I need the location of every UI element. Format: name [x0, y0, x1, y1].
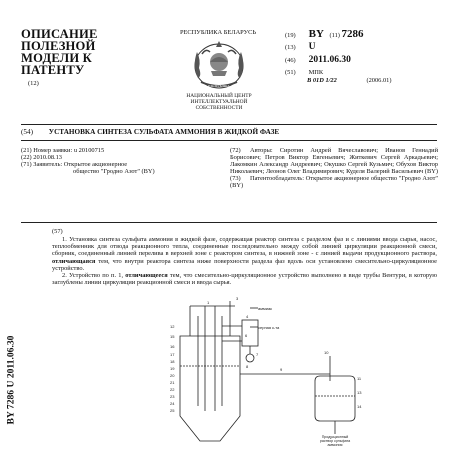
ipc-date: (2006.01)	[366, 77, 392, 84]
caption-line: Продукционный	[321, 435, 349, 439]
owner-text: Патентообладатель: Открытое акционерное общество "Гродно Азот" (BY)	[230, 175, 438, 189]
belarus-emblem-icon	[188, 38, 250, 92]
caption-line: аммония	[327, 443, 343, 446]
diagram-label: 25	[170, 408, 175, 413]
document-title	[21, 28, 156, 76]
publication-date: 2011.06.30	[308, 55, 351, 65]
diagram-label: 7	[256, 352, 259, 357]
office-line: НАЦИОНАЛЬНЫЙ ЦЕНТР	[186, 93, 252, 99]
country-name: РЕСПУБЛИКА БЕЛАРУСЬ	[179, 29, 257, 36]
diagram-label: 17	[170, 352, 175, 357]
diagram-label: 20	[170, 373, 175, 378]
authors-info	[230, 147, 438, 189]
diagram-label: 4	[246, 314, 249, 319]
claim-1	[52, 236, 437, 272]
side-identifier	[4, 320, 18, 440]
office-line: СОБСТВЕННОСТИ	[195, 105, 243, 112]
diagram-label: 24	[170, 401, 175, 406]
code-13: (13)	[285, 44, 296, 51]
svg-text:РЭСПУБЛІКА: РЭСПУБЛІКА	[208, 84, 230, 88]
pump-icon	[246, 354, 254, 362]
invention-title-text: УСТАНОВКА СИНТЕЗА СУЛЬФАТА АММОНИЯ В ЖИДКОЙ ФАЗЕ	[48, 128, 280, 136]
claim-2	[52, 272, 437, 286]
diagram-label: 21	[170, 380, 175, 385]
kind-code: U	[308, 42, 316, 52]
code-54: (54)	[21, 128, 33, 136]
diagram-label: 6	[245, 333, 248, 338]
country-code: BY	[308, 28, 324, 40]
diagram-label: 9	[280, 367, 283, 372]
office-line: ИНТЕЛЛЕКТУАЛЬНОЙ	[190, 99, 248, 106]
code-12: (12)	[28, 80, 39, 87]
code-19: (19)	[285, 32, 296, 39]
mpk-label: МПК	[308, 69, 324, 76]
label-ammonia: аммиак	[258, 306, 272, 311]
title-line: ПОЛЕЗНОЙ	[21, 39, 96, 53]
diagram-label: 19	[170, 366, 175, 371]
applicant: (71) Заявитель: Открытое акционерное	[21, 161, 128, 168]
owner-block	[230, 175, 438, 189]
diagram-label: 18	[170, 359, 175, 364]
diagram-label: 14	[357, 404, 362, 409]
diagram-label: 23	[170, 394, 175, 399]
diagram-label: 1	[207, 300, 210, 305]
collector-tank	[315, 376, 355, 421]
code-73: (73)	[230, 175, 241, 182]
divider	[21, 222, 437, 223]
code-51: (51)	[285, 69, 296, 76]
title-line: ПАТЕНТУ	[21, 63, 85, 77]
abstract	[52, 236, 437, 286]
diagram-label: 15	[170, 334, 175, 339]
diagram-label: 3	[236, 296, 239, 301]
diagram-label: 13	[357, 390, 362, 395]
claim-text: 2. Устройство по п. 1,	[62, 272, 126, 280]
claim-keyword: отличающаяся	[52, 257, 96, 265]
diagram-label: 8	[246, 364, 249, 369]
authors-text: Авторы: Сиротин Андрей Вячеславович; Иванов Геннадий Борисович; Петров Виктор Евгеньевич; Житкевич Сергей Аркадьевич; Лакомкин Александр Андреевич; Окушко Сергей Кузьмич; Обухов Виктор Николаевич; Леонов Олег Владимирович; Куделя Валерий Васильевич (BY)	[230, 147, 438, 175]
diagram-label: 10	[324, 350, 329, 355]
code-11: (11)	[329, 32, 340, 39]
application-number: (21) Номер заявки: u 20100715	[21, 147, 105, 154]
diagram-label: 16	[170, 344, 175, 349]
patent-office	[168, 93, 270, 112]
claim-keyword: отличающееся	[125, 272, 168, 280]
code-46: (46)	[285, 57, 296, 64]
title-line: ОПИСАНИЕ	[21, 27, 98, 41]
application-info	[21, 147, 221, 175]
patent-number: 7286	[341, 28, 364, 40]
ipc-code: B 01D 1/22	[307, 77, 337, 84]
diagram-label: 12	[170, 324, 175, 329]
caption-line: раствор сульфата	[319, 439, 351, 443]
diagram-label: 22	[170, 387, 175, 392]
invention-title	[21, 128, 437, 136]
claim-text: 1. Установка синтеза сульфата аммония в жидкой фазе, содержащая реактор синтеза с разделом фаз и с линиями ввода сырья, насос, теплообменник для отвода реакционного тепла, соединенные последовательно между собой линией циркуляции реакционной смеси, сборник, соединенный линией перелива в верхней зоне с реактором синтеза, в нижней зоне - с линией выдачи продукционного раствора,	[52, 236, 437, 258]
applicant-name: общество "Гродно Азот" (BY)	[73, 168, 155, 175]
claim-text: тем, что внутри реактора синтеза ниже поверхности раздела фаз вдоль оси установлено смесительно-циркуляционное устройство.	[52, 257, 437, 272]
authors-block	[230, 147, 438, 175]
application-date: (22) 2010.08.13	[21, 154, 63, 161]
claim-text: тем, что смесительно-циркуляционное устройство выполнено в виде трубы Вентури, в которую заглублены линии циркуляции реакционной смеси и ввода сырья.	[52, 272, 437, 287]
code-57: (57)	[52, 228, 63, 235]
title-line: МОДЕЛИ К	[21, 51, 93, 65]
reactor-vessel	[180, 336, 240, 441]
apparatus-diagram	[150, 296, 405, 446]
divider	[21, 140, 437, 141]
label-acid: серная к-та	[258, 325, 280, 330]
side-identifier-text: BY 7286 U 2011.06.30	[5, 335, 17, 425]
diagram-label: 11	[357, 376, 362, 381]
code-72: (72)	[230, 147, 241, 154]
divider	[21, 124, 437, 125]
